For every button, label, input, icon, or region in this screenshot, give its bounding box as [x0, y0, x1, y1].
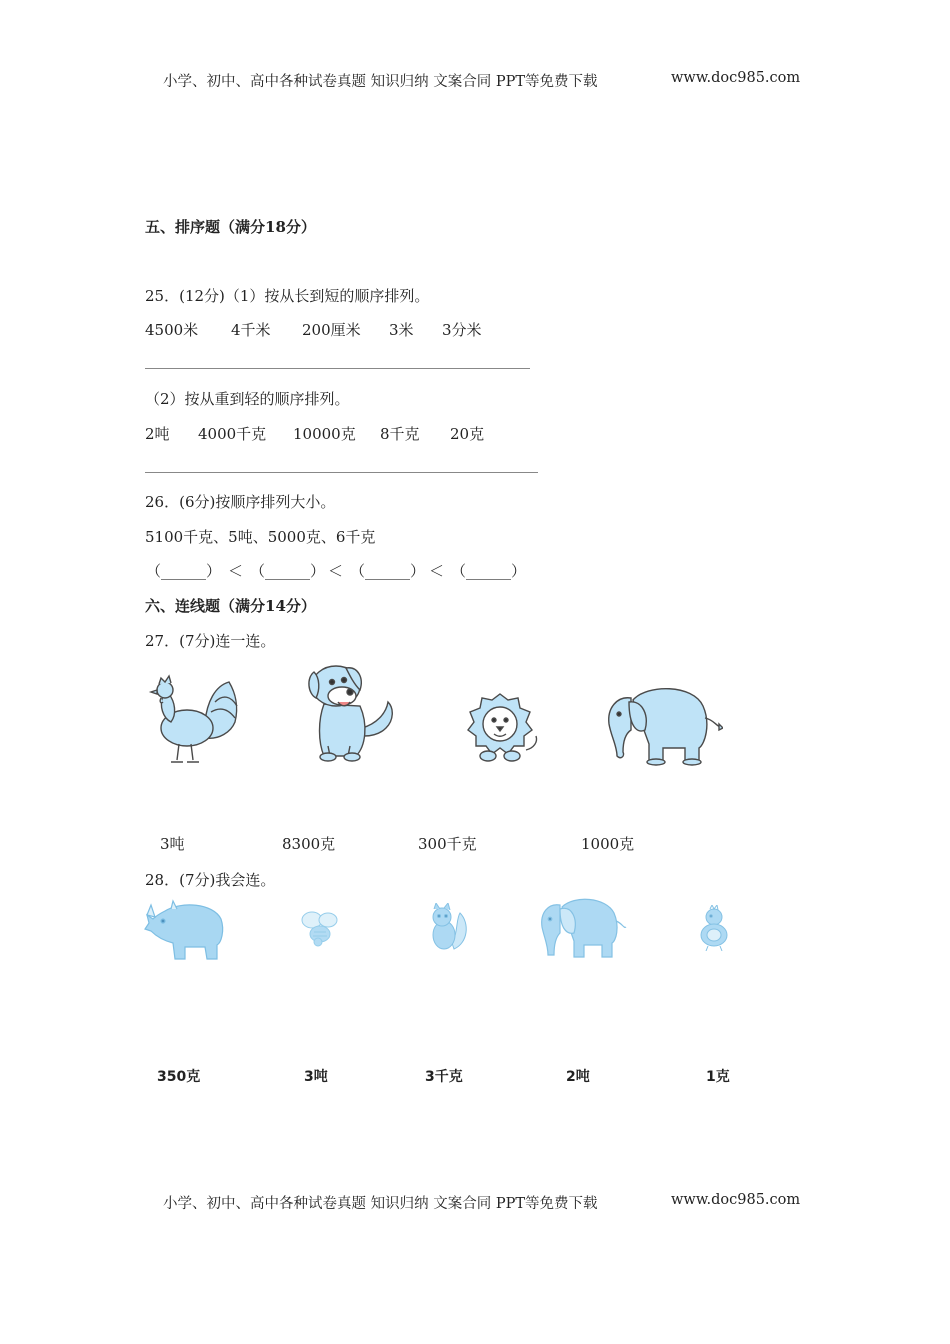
weight-label[interactable]: 8300克 — [282, 835, 336, 853]
less-than-sign: ＜ — [228, 562, 244, 580]
q25-item: 200厘米 — [302, 321, 361, 339]
section5-title: 五、排序题（满分18分） — [145, 218, 316, 236]
header-text: 小学、初中、高中各种试卷真题 知识归纳 文案合同 PPT等免费下载 — [163, 74, 598, 90]
weight-label[interactable]: 3吨 — [304, 1069, 328, 1085]
chick-icon[interactable] — [694, 905, 734, 951]
elephant-icon[interactable] — [603, 682, 723, 766]
header-url[interactable]: www.doc985.com — [671, 70, 801, 86]
dog-icon[interactable] — [302, 658, 398, 763]
q25-item: 3分米 — [442, 321, 482, 339]
q26-items: 5100千克、5吨、5000克、6千克 — [145, 528, 376, 546]
less-than-sign: ＜ — [429, 562, 445, 580]
q28-stem: 28．(7分)我会连。 — [145, 871, 276, 889]
section6-title: 六、连线题（满分14分） — [145, 597, 316, 615]
blank-field[interactable]: （______） — [350, 562, 426, 580]
q25-item: 20克 — [450, 425, 485, 443]
q25-item: 4千米 — [231, 321, 271, 339]
q27-stem: 27．(7分)连一连。 — [145, 632, 276, 650]
q25-item: 4500米 — [145, 321, 199, 339]
weight-label[interactable]: 3千克 — [425, 1069, 463, 1085]
page-footer — [163, 1192, 801, 1213]
q25-item: 8千克 — [380, 425, 420, 443]
blank-field[interactable]: （______） — [451, 562, 527, 580]
weight-label[interactable]: 1克 — [706, 1069, 730, 1085]
weight-label[interactable]: 1000克 — [581, 835, 635, 853]
lion-icon[interactable] — [462, 690, 542, 766]
q25-item: 10000克 — [293, 425, 356, 443]
weight-label[interactable]: 2吨 — [566, 1069, 590, 1085]
rooster-icon[interactable] — [145, 672, 245, 767]
footer-url[interactable]: www.doc985.com — [671, 1192, 801, 1208]
answer-line[interactable] — [145, 472, 538, 473]
q25-item: 2吨 — [145, 425, 170, 443]
elephant-icon[interactable] — [538, 893, 628, 961]
blank-field[interactable]: （______） — [146, 562, 222, 580]
q25-stem: 25．(12分)（1）按从长到短的顺序排列。 — [145, 287, 430, 305]
less-than-sign: ＜ — [328, 562, 344, 580]
q25-part2-stem: （2）按从重到轻的顺序排列。 — [145, 390, 350, 408]
bee-icon[interactable] — [298, 908, 340, 948]
rhino-icon[interactable] — [143, 897, 225, 961]
page-header — [163, 70, 801, 91]
q26-stem: 26．(6分)按顺序排列大小。 — [145, 493, 336, 511]
weight-label[interactable]: 350克 — [157, 1069, 201, 1085]
q25-item: 4000千克 — [198, 425, 267, 443]
squirrel-icon[interactable] — [424, 903, 470, 953]
weight-label[interactable]: 3吨 — [160, 835, 185, 853]
answer-line[interactable] — [145, 368, 530, 369]
blank-field[interactable]: （______） — [250, 562, 326, 580]
weight-label[interactable]: 300千克 — [418, 835, 477, 853]
q25-item: 3米 — [389, 321, 414, 339]
footer-text: 小学、初中、高中各种试卷真题 知识归纳 文案合同 PPT等免费下载 — [163, 1196, 598, 1212]
